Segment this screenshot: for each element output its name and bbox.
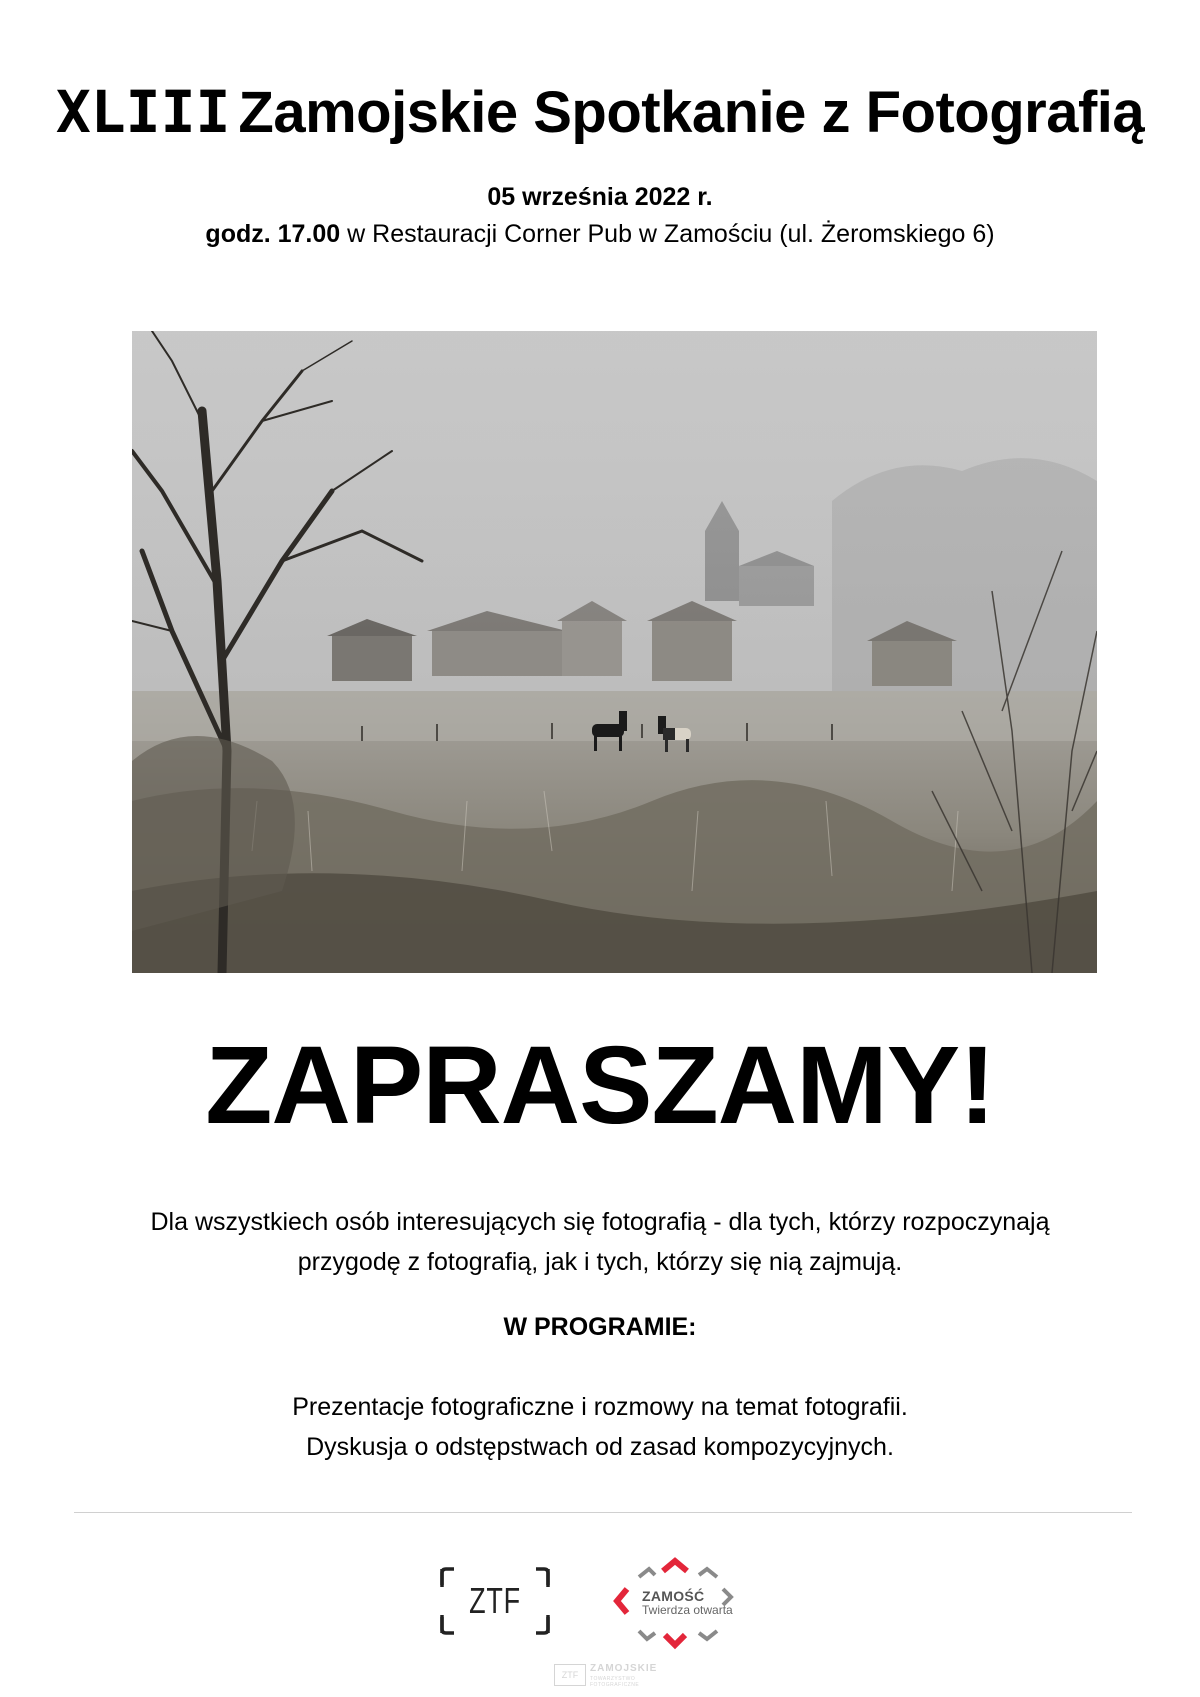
invite-headline: ZAPRASZAMY!: [205, 1024, 995, 1147]
event-date: 05 września 2022 r.: [487, 183, 713, 211]
watermark-logo: [554, 1662, 658, 1688]
foggy-landscape-photo: [132, 331, 1097, 973]
program-heading: W PROGRAMIE:: [503, 1313, 697, 1341]
program-item: Dyskusja o odstępstwach od zasad kompozycyjnych.: [306, 1433, 894, 1461]
watermark-text: ZAMOJSKIE: [590, 1663, 658, 1674]
program-item: Prezentacje fotograficzne i rozmowy na temat fotografii.: [292, 1393, 908, 1421]
watermark-subtext: TOWARZYSTWO FOTOGRAFICZNE: [590, 1676, 640, 1688]
event-venue: w Restauracji Corner Pub w Zamościu (ul. Żeromskiego 6): [340, 220, 995, 248]
event-venue-line: [0, 220, 1200, 249]
title-edition-number: XLIII: [55, 78, 231, 146]
program-list: [100, 1387, 1100, 1467]
ztf-logo: [440, 1565, 550, 1637]
poster-title: [0, 78, 1200, 146]
zamosc-logo-tagline: Twierdza otwarta: [642, 1603, 733, 1617]
event-description: [100, 1202, 1100, 1282]
watermark-box: ZTF: [554, 1664, 586, 1686]
title-text: Zamojskie Spotkanie z Fotografią: [238, 80, 1145, 145]
footer-divider: [74, 1512, 1132, 1513]
description-line-2: przygodę z fotografią, jak i tych, którzy się nią zajmują.: [297, 1248, 903, 1276]
zamosc-logo: [613, 1557, 753, 1652]
zamosc-logo-name: ZAMOŚĆ: [642, 1588, 705, 1604]
foggy-landscape-image: [132, 331, 1097, 973]
description-line-1: Dla wszystkiech osób interesujących się fotografią - dla tych, którzy rozpoczynają: [150, 1208, 1050, 1236]
ztf-logo-text: ZTF: [469, 1580, 521, 1621]
event-time: godz. 17.00: [205, 220, 341, 248]
